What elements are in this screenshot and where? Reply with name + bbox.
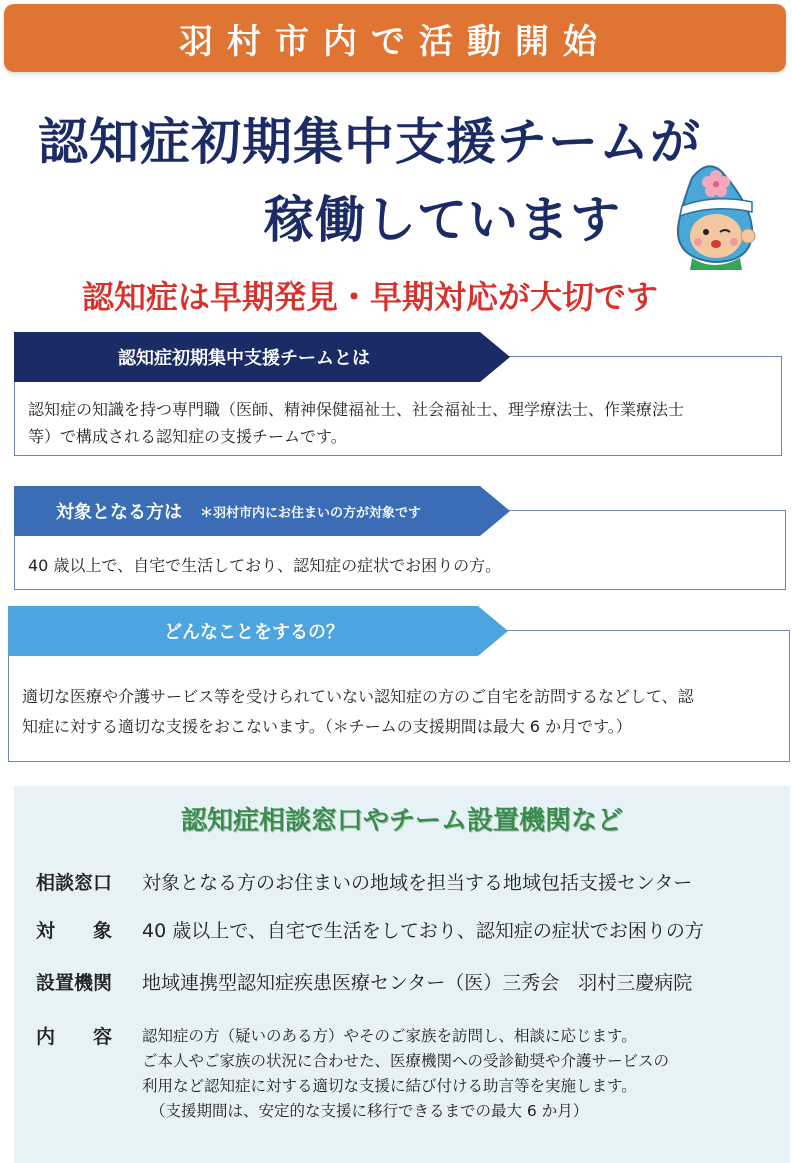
section2-heading-note: ＊羽村市内にお住まいの方が対象です (200, 505, 422, 521)
info-panel (14, 786, 790, 1163)
info-row-label: 対 象 (36, 920, 113, 942)
section3-heading-text: どんなことをするの？ (164, 622, 344, 643)
mascot-illustration (662, 158, 766, 272)
section2-heading (56, 486, 421, 536)
info-content-line: ご本人やご家族の状況に合わせた、医療機関への受診勧奨や介護サービスの (142, 1052, 670, 1070)
banner: 羽村市内で活動開始 (4, 4, 786, 72)
subtitle: 認知症は早期発見・早期対応が大切です (82, 278, 659, 316)
info-content-text (142, 1024, 669, 1124)
info-content-line: 利用など認知症に対する適切な支援に結び付ける助言等を実施します。 (142, 1077, 637, 1095)
section2-heading-text: 対象となる方は (56, 502, 182, 523)
section3-line: 適切な医療や介護サービス等を受けられていない認知症の方のご自宅を訪問するなどして、認 (22, 687, 694, 706)
info-row-label: 相談窓口 (36, 872, 113, 894)
info-content-line: （支援期間は、安定的な支援に移行できるまでの最大 6 か月） (150, 1102, 589, 1120)
section1-line: 認知症の知識を持つ専門職（医師、精神保健福祉士、社会福祉士、理学療法士、作業療法士 (28, 400, 685, 419)
main-title-line2: 稼働しています (264, 191, 621, 249)
section2-text (28, 552, 501, 579)
info-row-label: 設置機関 (36, 972, 113, 994)
info-content-line: 認知症の方（疑いのある方）やそのご家族を訪問し、相談に応じます。 (142, 1027, 637, 1045)
info-row-value: 地域連携型認知症疾患医療センター（医）三秀会 羽村三慶病院 (142, 972, 693, 994)
section1-heading (118, 332, 370, 382)
section1-text (28, 396, 684, 450)
section1-heading-text: 認知症初期集中支援チームとは (118, 348, 370, 369)
info-title: 認知症相談窓口やチーム設置機関など (180, 806, 623, 836)
info-content-label: 内 容 (36, 1026, 113, 1048)
section3-line: 知症に対する適切な支援をおこないます。（＊チームの支援期間は最大 6 か月です。） (22, 717, 632, 736)
main-title-line1: 認知症初期集中支援チームが (38, 113, 701, 171)
section1-line: 等）で構成される認知症の支援チームです。 (28, 427, 347, 446)
info-row-value: 対象となる方のお住まいの地域を担当する地域包括支援センター (142, 872, 693, 894)
section3-heading (164, 606, 344, 656)
info-row-value: 40 歳以上で、自宅で生活をしており、認知症の症状でお困りの方 (142, 920, 704, 942)
section3-text (22, 682, 694, 742)
section2-line: 40 歳以上で、自宅で生活しており、認知症の症状でお困りの方。 (28, 556, 502, 575)
